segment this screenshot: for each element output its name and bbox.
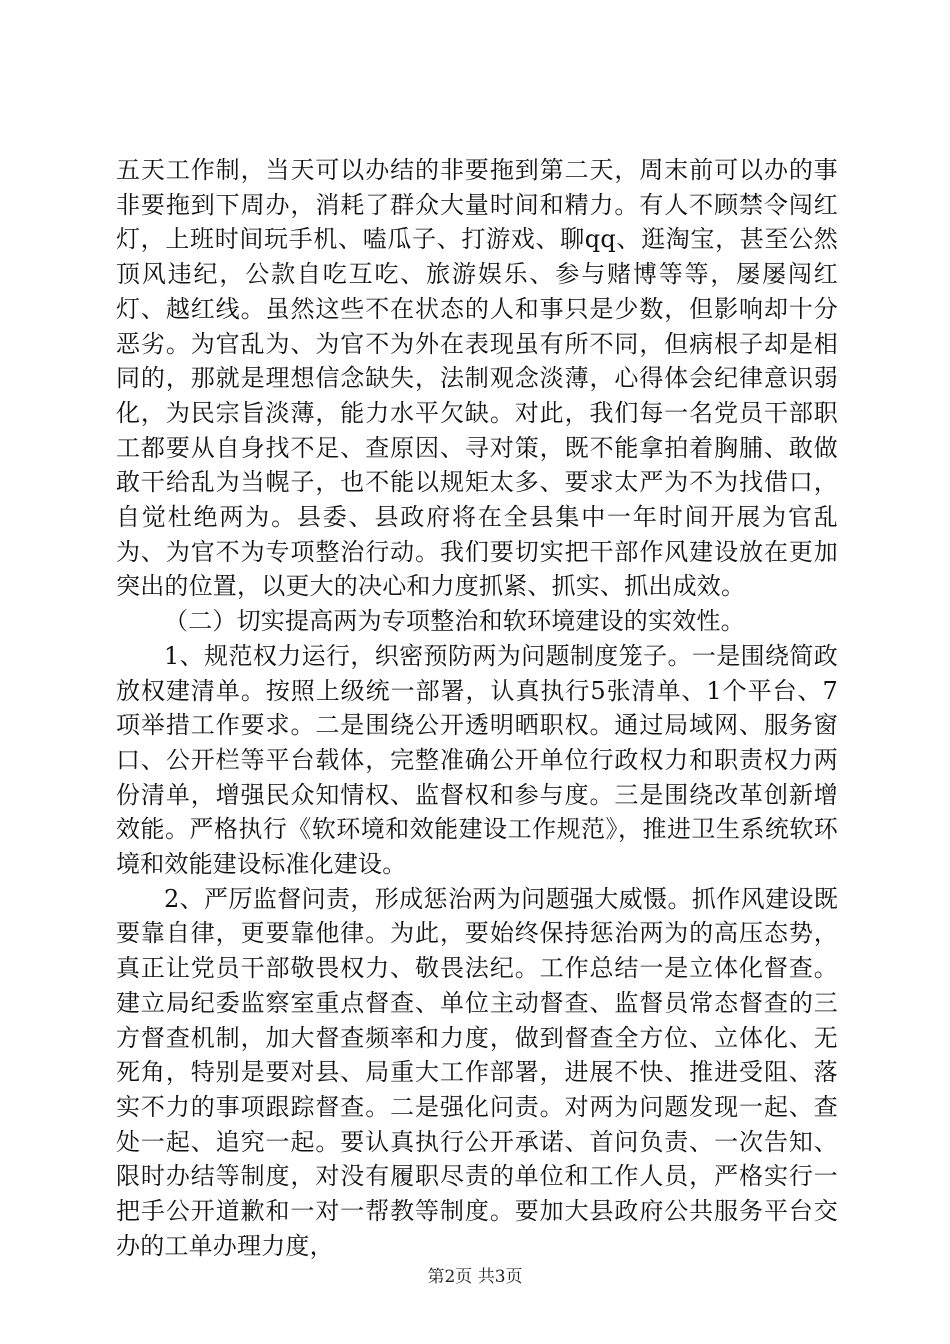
paragraph-item-1: 1、规范权力运行，织密预防两为问题制度笼子。一是围绕简政放权建清单。按照上级统一部署，认真执行5张清单、1个平台、7项举措工作要求。二是围绕公开透明晒职权。通过局域网、服务窗口、公开栏等平台载体，完整准确公开单位行政权力和职责权力两份清单，增强民众知情权、监督权和参与度。三是围绕改革创新增效能。严格执行《软环境和效能建设工作规范》，推进卫生系统软环境和效能建设标准化建设。	[116, 641, 838, 879]
document-body	[116, 153, 838, 1264]
paragraph-continuation: 五天工作制，当天可以办结的非要拖到第二天，周末前可以办的事非要拖到下周办，消耗了群众大量时间和精力。有人不顾禁令闯红灯，上班时间玩手机、嗑瓜子、打游戏、聊qq、逛淘宝，甚至公然顶风违纪，公款自吃互吃、旅游娱乐、参与赌博等等，屡屡闯红灯、越红线。虽然这些不在状态的人和事只是少数，但影响却十分恶劣。为官乱为、为官不为外在表现虽有所不同，但病根子却是相同的，那就是理想信念缺失，法制观念淡薄，心得体会纪律意识弱化，为民宗旨淡薄，能力水平欠缺。对此，我们每一名党员干部职工都要从自身找不足、查原因、寻对策，既不能拿拍着胸脯、敢做敢干给乱为当幌子，也不能以规矩太多、要求太严为不为找借口，自觉杜绝两为。县委、县政府将在全县集中一年时间开展为官乱为、为官不为专项整治行动。我们要切实把干部作风建设放在更加突出的位置，以更大的决心和力度抓紧、抓实、抓出成效。	[116, 156, 838, 601]
section-heading-2: （二）切实提高两为专项整治和软环境建设的实效性。	[164, 607, 745, 636]
page-footer: 第2页 共3页	[427, 1267, 523, 1287]
paragraph-item-2: 2、严厉监督问责，形成惩治两为问题强大威慑。抓作风建设既要靠自律，更要靠他律。为此，要始终保持惩治两为的高压态势，真正让党员干部敬畏权力、敬畏法纪。工作总结一是立体化督查。建立局纪委监察室重点督查、单位主动督查、监督员常态督查的三方督查机制，加大督查频率和力度，做到督查全方位、立体化、无死角，特别是要对县、局重大工作部署，进展不快、推进受阻、落实不力的事项跟踪督查。二是强化问责。对两为问题发现一起、查处一起、追究一起。要认真执行公开承诺、首问负责、一次告知、限时办结等制度，对没有履职尽责的单位和工作人员，严格实行一把手公开道歉和一对一帮教等制度。要加大县政府公共服务平台交办的工单办理力度，	[116, 884, 838, 1260]
